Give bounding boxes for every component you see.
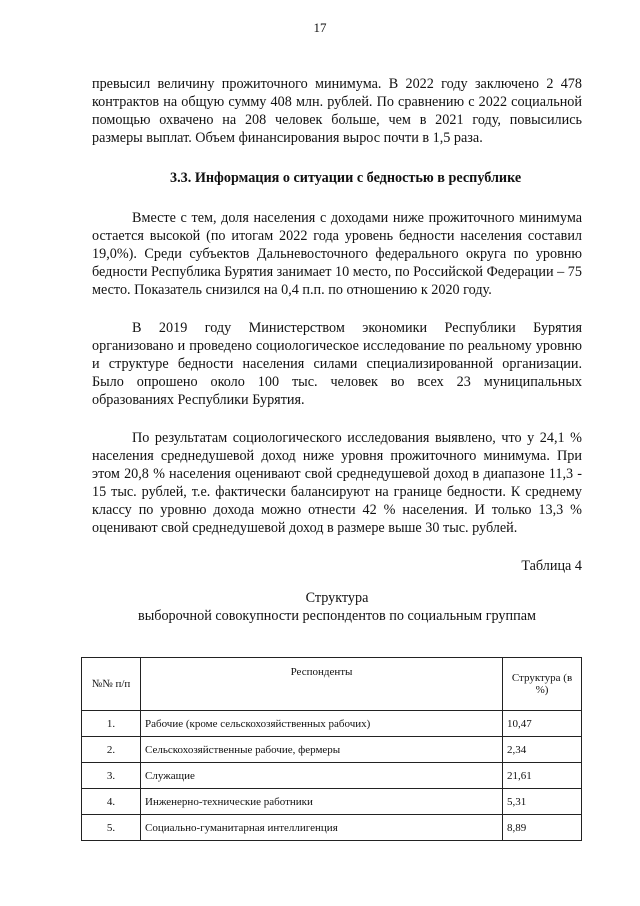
table-row <box>82 815 582 841</box>
respondents-table <box>81 657 582 841</box>
paragraph-3: В 2019 году Министерством экономики Республики Бурятия организовано и проведено социологическое исследование по реальному уровню и структуре бедности населения силами специализированной организации. Было опрошено около 100 тыс. человек во всех 23 муниципальных образованиях Республики Бурятия. <box>92 320 582 408</box>
document-body <box>92 75 582 625</box>
row-num: 2. <box>82 737 141 763</box>
row-respondents: Сельскохозяйственные рабочие, фермеры <box>141 737 503 763</box>
row-structure: 8,89 <box>503 815 582 841</box>
row-structure: 10,47 <box>503 711 582 737</box>
table-row <box>82 763 582 789</box>
table-row <box>82 789 582 815</box>
row-num: 5. <box>82 815 141 841</box>
section-heading: 3.3. Информация о ситуации с бедностью в республике <box>170 170 522 186</box>
table-header-row <box>82 658 582 711</box>
row-respondents: Социально-гуманитарная интеллигенция <box>141 815 503 841</box>
paragraph-2: Вместе с тем, доля населения с доходами ниже прожиточного минимума остается высокой (по итогам 2022 года уровень бедности населения составил 19,0%). Среди субъектов Дальневосточного федерального округа по уровню бедности Республика Бурятия занимает 10 место, по Российской Федерации – 75 место. Показатель снизился на 0,4 п.п. по отношению к 2020 году. <box>92 210 582 298</box>
paragraph-1: превысил величину прожиточного минимума. В 2022 году заключено 2 478 контрактов на общую сумму 408 млн. рублей. По сравнению с 2022 социальной помощью охвачено на 208 человек больше, чем в 2021 году, повысились размеры выплат. Объем финансирования вырос почти в 1,5 раза. <box>92 76 582 146</box>
table-label: Таблица 4 <box>521 558 582 574</box>
header-respondents: Респонденты <box>141 658 503 711</box>
table-title-line2: выборочной совокупности респондентов по социальным группам <box>138 608 536 624</box>
row-structure: 5,31 <box>503 789 582 815</box>
row-respondents: Инженерно-технические работники <box>141 789 503 815</box>
table-row <box>82 711 582 737</box>
row-structure: 2,34 <box>503 737 582 763</box>
row-respondents: Служащие <box>141 763 503 789</box>
table-title-line1: Структура <box>305 590 369 606</box>
paragraph-4: По результатам социологического исследования выявлено, что у 24,1 % населения среднедушевой доход ниже уровня прожиточного минимума. При этом 20,8 % населения оценивают свой среднедушевой доход в диапазоне 11,3 - 15 тыс. рублей, т.е. фактически балансируют на границе бедности. К среднему классу по уровню дохода можно отнести 42 % населения. И только 13,3 % оценивают свой среднедушевой доход в размере выше 30 тыс. рублей. <box>92 430 582 536</box>
row-num: 4. <box>82 789 141 815</box>
row-num: 1. <box>82 711 141 737</box>
row-respondents: Рабочие (кроме сельскохозяйственных рабочих) <box>141 711 503 737</box>
row-num: 3. <box>82 763 141 789</box>
row-structure: 21,61 <box>503 763 582 789</box>
header-structure: Структура (в %) <box>503 658 582 711</box>
table-row <box>82 737 582 763</box>
page-number: 17 <box>313 20 327 35</box>
header-num: №№ п/п <box>82 658 141 711</box>
